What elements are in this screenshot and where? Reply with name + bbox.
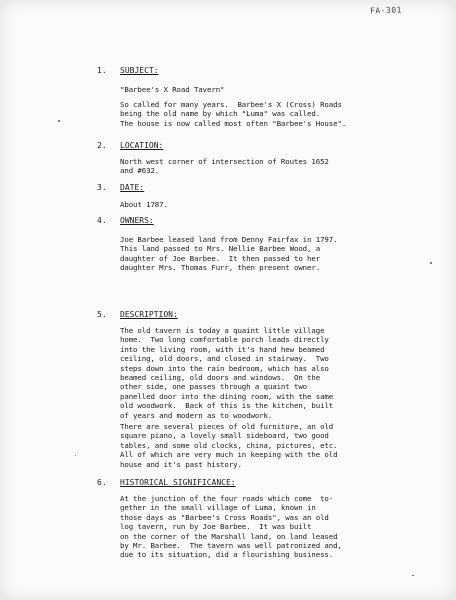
scan-speck (75, 455, 76, 456)
section-paragraph: At the junction of the four roads which come to- gether in the small village of Luma, known in those days as "Barbee's Cross Roads", was an old log tavern, run by Joe Barbee. It was built on the corner of the Marshall land, on land leased by Mr. Barbee. The tavern was well patronized and, due to its situation, did a flourishing business. (120, 494, 342, 560)
section-heading: DATE: (120, 183, 145, 192)
section-number: 5. (97, 310, 107, 319)
section-heading: SUBJECT: (120, 66, 159, 75)
section-paragraph: North west corner of intersection of Routes 1652 and #632. (120, 157, 329, 176)
section-heading: HISTORICAL SIGNIFICANCE: (120, 478, 236, 487)
scan-speck (412, 575, 414, 576)
section-number: 1. (97, 66, 107, 75)
section-paragraph: The old tavern is today a quaint little village home. Two long comfortable porch leads directly into the living room, with it's hand hew beamed ceiling, old doors, and closed in stairway. Two steps down into the rain bedroom, which has also beamed ceiling, old doors and windows. On the other side, one passes through a quaint two panelled door into the dining room, with the same old woodwork. Back of this is the kitchen, built of years and modern as to woodwork. (120, 326, 334, 420)
scan-speck (430, 262, 432, 264)
section-paragraph: "Barbee's X Road Tavern" (120, 85, 225, 94)
section-paragraph: Joe Barbee leased land from Denny Fairfax in 1797. This land passed to Mrs. Nellie Barbee Wood, a daughter of Joe Barbee. It then passed to her daughter Mrs. Thomas Furr, then present owner. (120, 235, 338, 273)
scan-speck (58, 120, 60, 122)
page-stamp: FA-301 (369, 5, 403, 16)
section-number: 4. (97, 216, 107, 225)
section-number: 6. (97, 478, 107, 487)
section-paragraph: So called for many years. Barbee's X (Cross) Roads being the old name by which "Luma" was called. The house is now called most often "Barbee's House". (120, 100, 347, 128)
section-heading: LOCATION: (120, 141, 164, 150)
section-paragraph: There are several pieces of old furniture, an old square piano, a lovely small sideboard, two good tables, and some old clocks, china, pictures, etc. All of which are very much in keeping with the old house and it's past history. (120, 422, 338, 469)
section-paragraph: About 1787. (120, 200, 168, 209)
section-heading: OWNERS: (120, 216, 154, 225)
section-number: 2. (97, 141, 107, 150)
section-number: 3. (97, 183, 107, 192)
section-heading: DESCRIPTION: (120, 310, 178, 319)
